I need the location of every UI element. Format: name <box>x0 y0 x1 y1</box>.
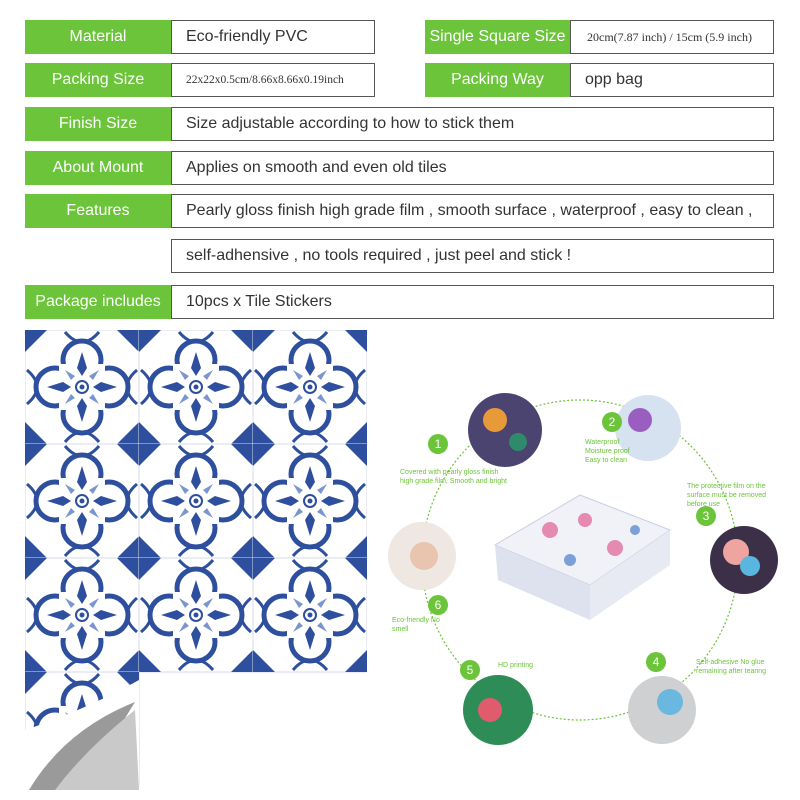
feature-4-text: Self-adhesive No glue remaining after tearing <box>696 659 767 675</box>
about-mount-label: About Mount <box>25 151 171 185</box>
feature-2-badge: 2 <box>602 412 622 432</box>
feature-1-text: Covered with pearly gloss finish high grade film, Smooth and bright <box>400 469 508 485</box>
finish-size-label: Finish Size <box>25 107 171 141</box>
feature-1-badge: 1 <box>428 434 448 454</box>
feature-3-text: The protective film on the surface must be removed before use <box>687 483 766 508</box>
packing-way-label: Packing Way <box>425 63 570 97</box>
packing-size-value: 22x22x0.5cm/8.66x8.66x0.19inch <box>171 63 375 97</box>
feature-3-badge: 3 <box>696 506 716 526</box>
square-size-label: Single Square Size <box>425 20 570 54</box>
feature-4-badge: 4 <box>646 652 666 672</box>
feature-diagram <box>380 380 780 800</box>
package-value: 10pcs x Tile Stickers <box>171 285 774 319</box>
feature-6-text: Eco-friendly No smell <box>392 617 440 633</box>
features-label: Features <box>25 194 171 228</box>
package-label: Package includes <box>25 285 171 319</box>
finish-size-value: Size adjustable according to how to stick them <box>171 107 774 141</box>
features-value-line2: self-adhensive , no tools required , just peel and stick ! <box>171 239 774 273</box>
features-value-line1: Pearly gloss finish high grade film , smooth surface , waterproof , easy to clean , <box>171 194 774 228</box>
tile-pattern-image <box>25 330 367 790</box>
feature-5-text: HD printing <box>498 662 534 669</box>
packing-way-value: opp bag <box>570 63 774 97</box>
feature-2-text: Waterproof Moisture proof Easy to clean <box>585 439 630 464</box>
material-label: Material <box>25 20 171 54</box>
packing-size-label: Packing Size <box>25 63 171 97</box>
feature-6-badge: 6 <box>428 595 448 615</box>
feature-5-badge: 5 <box>460 660 480 680</box>
square-size-value: 20cm(7.87 inch) / 15cm (5.9 inch) <box>570 20 774 54</box>
material-value: Eco-friendly PVC <box>171 20 375 54</box>
about-mount-value: Applies on smooth and even old tiles <box>171 151 774 185</box>
